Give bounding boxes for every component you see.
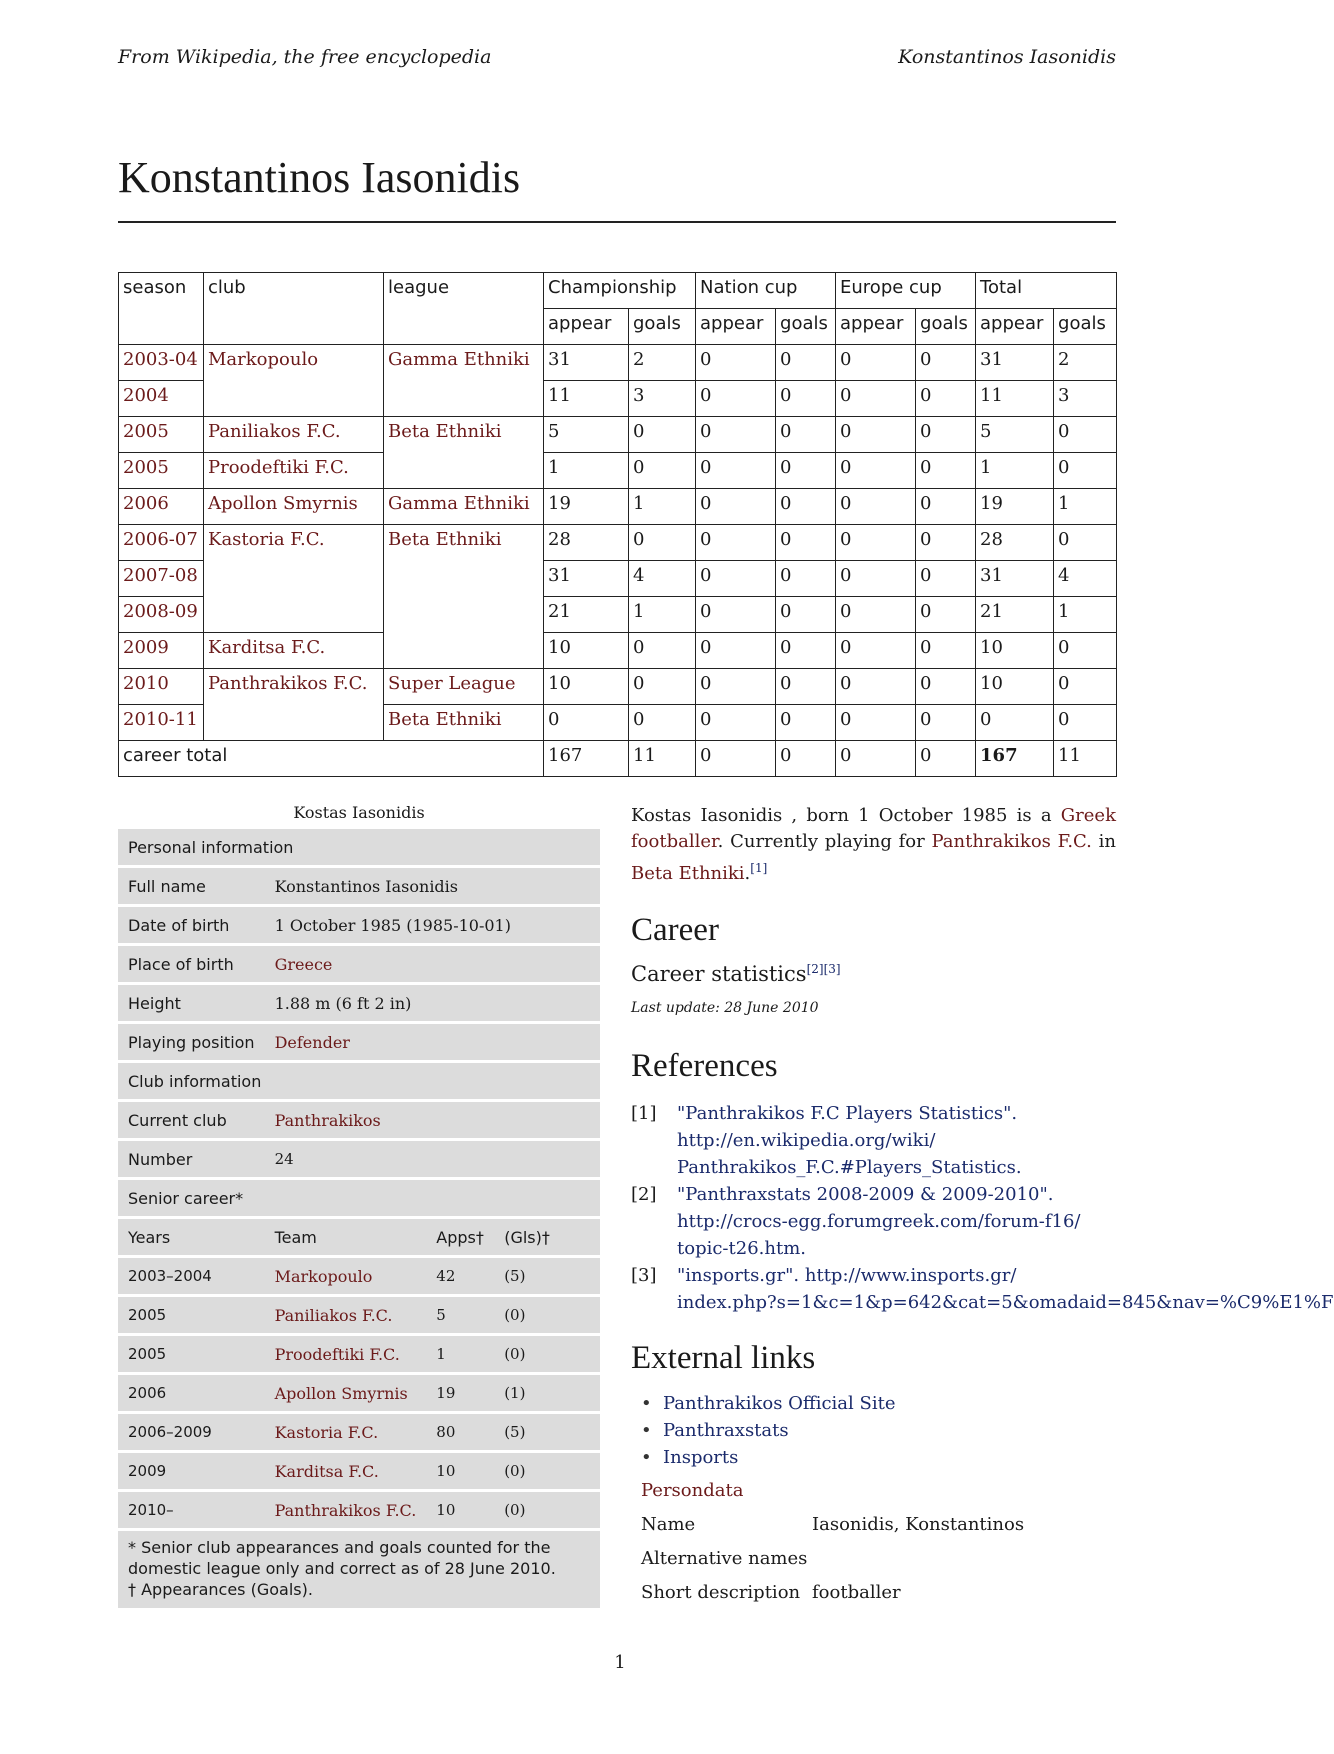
cell: 0 — [629, 417, 696, 453]
col-appear: appear — [976, 309, 1054, 345]
cell: 21 — [976, 597, 1054, 633]
cell: 1 — [976, 453, 1054, 489]
career-team-link[interactable]: Proodeftiki F.C. — [265, 1336, 427, 1372]
reference-url-link[interactable]: http://crocs-egg.forumgreek.com/forum-f16/ — [677, 1211, 1081, 1232]
greek-footballer-link[interactable]: Greek footballer — [631, 805, 1116, 852]
career-gls: (5) — [494, 1414, 600, 1450]
current-club-link[interactable]: Panthrakikos — [265, 1102, 600, 1138]
number-label: Number — [118, 1141, 265, 1177]
cell: 31 — [544, 345, 629, 381]
table-total-row — [119, 741, 1117, 777]
season-link[interactable]: 2010-11 — [119, 705, 204, 741]
season-link[interactable]: 2006-07 — [119, 525, 204, 561]
cell: 19 — [976, 489, 1054, 525]
cell: 0 — [836, 417, 916, 453]
external-link[interactable]: Panthraxstats — [663, 1420, 789, 1441]
career-gls: (0) — [494, 1492, 600, 1528]
team-header: Team — [265, 1219, 427, 1255]
cell: 0 — [776, 597, 836, 633]
intro-text: , born 1 October 1985 is a — [782, 805, 1061, 826]
cell: 0 — [696, 705, 776, 741]
career-heading: Career — [631, 912, 719, 948]
cell: 0 — [776, 741, 836, 777]
cell: 31 — [976, 345, 1054, 381]
cell: 0 — [916, 705, 976, 741]
career-years: 2006 — [118, 1375, 265, 1411]
cell: 0 — [836, 669, 916, 705]
table-row — [119, 633, 1117, 669]
cell: 10 — [544, 633, 629, 669]
persondata-heading: Persondata — [641, 1480, 744, 1501]
cell: 0 — [916, 561, 976, 597]
cell: 0 — [776, 633, 836, 669]
club-link[interactable]: Apollon Smyrnis — [204, 489, 384, 525]
reference-number: [3] — [631, 1265, 657, 1286]
cell: 0 — [976, 705, 1054, 741]
col-season: season — [119, 273, 204, 345]
col-total: Total — [976, 273, 1117, 309]
career-row — [118, 1258, 600, 1294]
external-link[interactable]: Insports — [663, 1447, 739, 1468]
cell: 0 — [916, 453, 976, 489]
career-team-link[interactable]: Kastoria F.C. — [265, 1414, 427, 1450]
gls-header: (Gls)† — [494, 1219, 600, 1255]
running-header-right: Konstantinos Iasonidis — [898, 46, 1116, 68]
cell: 0 — [836, 741, 916, 777]
col-appear: appear — [544, 309, 629, 345]
season-link[interactable]: 2007-08 — [119, 561, 204, 597]
cell: 5 — [544, 417, 629, 453]
position-label: Playing position — [118, 1024, 265, 1060]
table-header-row — [119, 273, 1117, 309]
cell: 0 — [836, 633, 916, 669]
career-row — [118, 1453, 600, 1489]
position-link[interactable]: Defender — [265, 1024, 600, 1060]
cell: 21 — [544, 597, 629, 633]
cell: 0 — [696, 453, 776, 489]
cell: 0 — [544, 705, 629, 741]
cell: 0 — [916, 381, 976, 417]
cell: 0 — [696, 525, 776, 561]
cell: 0 — [1054, 525, 1117, 561]
career-statistics-title: Career statistics — [631, 962, 807, 986]
career-row — [118, 1297, 600, 1333]
cell: 0 — [836, 489, 916, 525]
col-championship: Championship — [544, 273, 696, 309]
cell: 10 — [976, 633, 1054, 669]
club-link[interactable]: Panthrakikos F.C. — [204, 669, 384, 741]
season-link[interactable]: 2004 — [119, 381, 204, 417]
cell: 31 — [976, 561, 1054, 597]
league-link[interactable]: Beta Ethniki — [384, 525, 544, 669]
cell: 0 — [916, 597, 976, 633]
external-link[interactable]: Panthrakikos Official Site — [663, 1393, 896, 1414]
col-appear: appear — [836, 309, 916, 345]
cell: 0 — [696, 489, 776, 525]
col-league: league — [384, 273, 544, 345]
reference-title-link[interactable]: "Panthrakikos F.C Players Statistics". — [677, 1103, 1018, 1124]
infobox — [118, 826, 600, 1611]
career-team-link[interactable]: Apollon Smyrnis — [265, 1375, 427, 1411]
cell: 0 — [836, 597, 916, 633]
cell: 11 — [629, 741, 696, 777]
cell: 0 — [916, 669, 976, 705]
pob-label: Place of birth — [118, 946, 265, 982]
persondata-name-value: Iasonidis, Konstantinos — [812, 1514, 1025, 1535]
club-link[interactable]: Kastoria F.C. — [204, 525, 384, 633]
career-team-link[interactable]: Panthrakikos F.C. — [265, 1492, 427, 1528]
cell: 1 — [629, 489, 696, 525]
league-link[interactable]: Beta Ethniki — [384, 705, 544, 741]
section-senior-career: Senior career* — [118, 1180, 600, 1216]
persondata-desc-value: footballer — [812, 1582, 901, 1603]
cell: 0 — [696, 669, 776, 705]
reference-url-link[interactable]: topic-t26.htm. — [677, 1238, 806, 1259]
footnote-appearances-goals: † Appearances (Goals). — [128, 1580, 313, 1599]
career-total-label: career total — [119, 741, 544, 777]
cell: 11 — [544, 381, 629, 417]
col-club: club — [204, 273, 384, 345]
cell: 0 — [1054, 705, 1117, 741]
cell: 1 — [1054, 489, 1117, 525]
intro-text: in — [1091, 831, 1116, 852]
cell: 167 — [544, 741, 629, 777]
external-links-heading: External links — [631, 1340, 816, 1376]
cell: 0 — [916, 525, 976, 561]
cell: 0 — [1054, 417, 1117, 453]
career-row — [118, 1414, 600, 1450]
career-apps: 10 — [426, 1492, 494, 1528]
cell: 0 — [776, 453, 836, 489]
col-goals: goals — [916, 309, 976, 345]
beta-ethniki-link[interactable]: Beta Ethniki — [631, 863, 745, 884]
cell: 28 — [976, 525, 1054, 561]
cell: 1 — [1054, 597, 1117, 633]
section-personal-information: Personal information — [118, 829, 600, 865]
cell: 0 — [776, 669, 836, 705]
career-row — [118, 1375, 600, 1411]
cell: 0 — [696, 345, 776, 381]
cell: 4 — [629, 561, 696, 597]
career-apps: 42 — [426, 1258, 494, 1294]
title-rule — [118, 221, 1116, 223]
cell: 0 — [696, 633, 776, 669]
intro-text: . Currently playing for — [717, 831, 932, 852]
number-value: 24 — [265, 1141, 600, 1177]
league-link[interactable]: Beta Ethniki — [384, 417, 544, 489]
ref-1-link[interactable]: [1] — [750, 861, 768, 875]
cell: 0 — [776, 345, 836, 381]
running-header-left: From Wikipedia, the free encyclopedia — [118, 46, 492, 68]
cell: 0 — [916, 345, 976, 381]
intro-paragraph — [631, 803, 1116, 887]
col-europe-cup: Europe cup — [836, 273, 976, 309]
cell: 0 — [776, 561, 836, 597]
career-apps: 19 — [426, 1375, 494, 1411]
full-name-value: Konstantinos Iasonidis — [265, 868, 600, 904]
footnote-senior-appearances: * Senior club appearances and goals counted for the domestic league only and correct as of 28 June 2010. — [128, 1538, 556, 1578]
career-row — [118, 1492, 600, 1528]
cell: 0 — [776, 705, 836, 741]
cell: 1 — [629, 597, 696, 633]
page-number: 1 — [614, 1652, 626, 1673]
career-apps: 5 — [426, 1297, 494, 1333]
cell: 2 — [1054, 345, 1117, 381]
reference-url-link[interactable]: http://en.wikipedia.org/wiki/ — [677, 1130, 936, 1151]
cell: 0 — [776, 381, 836, 417]
persondata-desc-label: Short description — [641, 1582, 801, 1603]
career-gls: (0) — [494, 1453, 600, 1489]
cell: 1 — [544, 453, 629, 489]
career-apps: 10 — [426, 1453, 494, 1489]
season-link[interactable]: 2010 — [119, 669, 204, 705]
infobox-caption: Kostas Iasonidis — [293, 803, 425, 822]
cell: 0 — [836, 525, 916, 561]
career-gls: (0) — [494, 1336, 600, 1372]
club-link[interactable]: Paniliakos F.C. — [204, 417, 384, 453]
section-club-information: Club information — [118, 1063, 600, 1099]
dob-label: Date of birth — [118, 907, 265, 943]
cell: 0 — [696, 741, 776, 777]
table-row — [119, 345, 1117, 381]
cell: 4 — [1054, 561, 1117, 597]
table-row — [119, 453, 1117, 489]
cell: 3 — [1054, 381, 1117, 417]
reference-number: [2] — [631, 1184, 657, 1205]
reference-title-link[interactable]: "Panthraxstats 2008-2009 & 2009-2010". — [677, 1184, 1054, 1205]
cell: 19 — [544, 489, 629, 525]
cell: 10 — [976, 669, 1054, 705]
career-gls: (5) — [494, 1258, 600, 1294]
dob-value: 1 October 1985 (1985-10-01) — [265, 907, 600, 943]
infobox-footnote — [118, 1531, 600, 1608]
height-label: Height — [118, 985, 265, 1021]
season-link[interactable]: 2005 — [119, 417, 204, 453]
cell: 167 — [976, 741, 1054, 777]
pob-link[interactable]: Greece — [265, 946, 600, 982]
career-gls: (0) — [494, 1297, 600, 1333]
cell: 0 — [916, 633, 976, 669]
cell: 0 — [836, 705, 916, 741]
season-link[interactable]: 2006 — [119, 489, 204, 525]
career-years: 2009 — [118, 1453, 265, 1489]
col-goals: goals — [629, 309, 696, 345]
career-years: 2010– — [118, 1492, 265, 1528]
club-link[interactable]: Markopoulo — [204, 345, 384, 417]
reference-url-link[interactable]: Panthrakikos_F.C.#Players_Statistics. — [677, 1157, 1022, 1178]
career-row — [118, 1336, 600, 1372]
reference-title-link[interactable]: "insports.gr". http://www.insports.gr/ — [677, 1265, 1017, 1286]
persondata-alt-label: Alternative names — [641, 1548, 808, 1569]
cell: 0 — [776, 489, 836, 525]
table-row — [119, 417, 1117, 453]
height-value: 1.88 m (6 ft 2 in) — [265, 985, 600, 1021]
cell: 2 — [629, 345, 696, 381]
persondata-name-label: Name — [641, 1514, 696, 1535]
cell: 0 — [1054, 669, 1117, 705]
bullet-icon: • — [641, 1420, 652, 1441]
panthrakikos-link[interactable]: Panthrakikos F.C. — [931, 831, 1092, 852]
col-appear: appear — [696, 309, 776, 345]
season-link[interactable]: 2005 — [119, 453, 204, 489]
col-goals: goals — [1054, 309, 1117, 345]
cell: 0 — [629, 525, 696, 561]
years-header: Years — [118, 1219, 265, 1255]
cell: 0 — [836, 561, 916, 597]
cell: 0 — [696, 561, 776, 597]
bullet-icon: • — [641, 1393, 652, 1414]
cell: 0 — [776, 525, 836, 561]
cell: 0 — [836, 381, 916, 417]
table-row — [119, 669, 1117, 705]
page-title: Konstantinos Iasonidis — [118, 153, 521, 202]
cell: 10 — [544, 669, 629, 705]
cell: 0 — [916, 741, 976, 777]
table-row — [119, 489, 1117, 525]
apps-header: Apps† — [426, 1219, 494, 1255]
cell: 0 — [1054, 633, 1117, 669]
season-link[interactable]: 2003-04 — [119, 345, 204, 381]
cell: 0 — [629, 453, 696, 489]
cell: 3 — [629, 381, 696, 417]
cell: 0 — [629, 669, 696, 705]
subject-name: Kostas Iasonidis — [631, 805, 783, 826]
season-link[interactable]: 2009 — [119, 633, 204, 669]
club-link[interactable]: Proodeftiki F.C. — [204, 453, 384, 489]
full-name-label: Full name — [118, 868, 265, 904]
cell: 0 — [776, 417, 836, 453]
ref-2-link[interactable]: [2] — [806, 962, 824, 976]
career-team-link[interactable]: Karditsa F.C. — [265, 1453, 427, 1489]
career-years: 2005 — [118, 1336, 265, 1372]
cell: 0 — [696, 381, 776, 417]
career-team-link[interactable]: Paniliakos F.C. — [265, 1297, 427, 1333]
cell: 31 — [544, 561, 629, 597]
career-gls: (1) — [494, 1375, 600, 1411]
cell: 5 — [976, 417, 1054, 453]
cell: 0 — [836, 345, 916, 381]
career-statistics-heading — [631, 962, 841, 986]
cell: 0 — [696, 417, 776, 453]
cell: 28 — [544, 525, 629, 561]
intro-text: . — [744, 863, 751, 884]
league-link[interactable]: Gamma Ethniki — [384, 345, 544, 417]
cell: 11 — [1054, 741, 1117, 777]
cell: 0 — [836, 453, 916, 489]
league-link[interactable]: Gamma Ethniki — [384, 489, 544, 525]
club-link[interactable]: Karditsa F.C. — [204, 633, 384, 669]
career-apps: 1 — [426, 1336, 494, 1372]
cell: 0 — [916, 417, 976, 453]
cell: 11 — [976, 381, 1054, 417]
col-goals: goals — [776, 309, 836, 345]
career-years: 2005 — [118, 1297, 265, 1333]
season-link[interactable]: 2008-09 — [119, 597, 204, 633]
career-years: 2003–2004 — [118, 1258, 265, 1294]
cell: 0 — [1054, 453, 1117, 489]
reference-number: [1] — [631, 1103, 657, 1124]
cell: 0 — [629, 633, 696, 669]
career-apps: 80 — [426, 1414, 494, 1450]
col-nation-cup: Nation cup — [696, 273, 836, 309]
cell: 0 — [696, 597, 776, 633]
cell: 0 — [629, 705, 696, 741]
career-team-link[interactable]: Markopoulo — [265, 1258, 427, 1294]
career-stats-table — [118, 272, 1117, 777]
table-row — [119, 525, 1117, 561]
last-update: Last update: 28 June 2010 — [631, 1000, 819, 1016]
current-club-label: Current club — [118, 1102, 265, 1138]
bullet-icon: • — [641, 1447, 652, 1468]
cell: 0 — [916, 489, 976, 525]
career-years: 2006–2009 — [118, 1414, 265, 1450]
references-heading: References — [631, 1048, 778, 1084]
league-link[interactable]: Super League — [384, 669, 544, 705]
ref-3-link[interactable]: [3] — [823, 962, 841, 976]
reference-url-link[interactable]: index.php?s=1&c=1&p=642&cat=5&omadaid=845&nav=%C9%E1%F — [677, 1292, 1334, 1313]
